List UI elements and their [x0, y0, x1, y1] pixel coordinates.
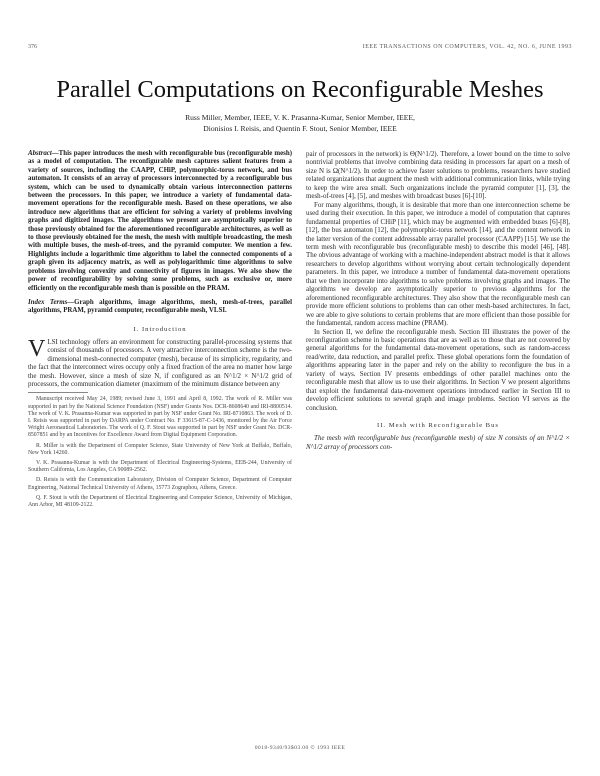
author-line-2: Dionisios I. Reisis, and Quentin F. Stout, Senior Member, IEEE	[203, 123, 397, 133]
running-header	[28, 44, 572, 54]
footnote-manuscript: Manuscript received May 24, 1989; revised June 3, 1991 and April 8, 1992. The work of R. Miller was supported in part by the National Science Foundation (NSF) under Grants Nos. DCR-8608640 and IRI-8800514. The work of V. K. Prasanna-Kumar was supported in part by NSF under Grant No. IRI-8710863. The work of D. I. Reisis was supported in part by DARPA under Contract No. F 33615-87-C-1436, monitored by the Air Force Wright Aeronautical Laboratories. The work of Q. F. Stout was supported in part by NSF under Grant No. DCR-8507851 and by an Incentives for Excellence Award from Digital Equipment Corporation.	[28, 396, 292, 439]
section-heading-introduction: I. Introduction	[133, 325, 187, 333]
running-head: IEEE TRANSACTIONS ON COMPUTERS, VOL. 42, NO. 6, JUNE 1993	[362, 44, 572, 50]
right-column-body	[306, 150, 570, 412]
footnote-rule	[28, 392, 88, 393]
paper-title: Parallel Computations on Reconfigurable Meshes	[56, 76, 544, 103]
section-heading-mesh-bus: II. Mesh with Reconfigurable Bus	[377, 422, 499, 430]
definition-text: The mesh with reconfigurable bus (reconfigurable mesh) of size N consists of an N^1/2 × N^1/2 array of processors con-	[306, 434, 570, 451]
body-paragraph: In Section II, we define the reconfigurable mesh. Section III illustrates the power of the reconfiguration scheme in basic operations that are as well as to those that are not covered by general algorithms for the fundamental data-movement operations, such as random-access read/write, data reduction, and parallel prefix. These global operations form the foundation of algorithms appearing later in the paper and rely on the ability to reconfigure the bus in a variety of ways. Section IV presents embeddings of other parallel machines onto the reconfigurable mesh that allow us to use their algorithms. In Section V we present algorithms that exploit the fundamental data-movement operations introduced earlier in Section III to develop efficient solutions to several graph and image problems. Section VI serves as the conclusion.	[306, 327, 570, 412]
footnotes	[28, 396, 292, 509]
footnote-affiliation: R. Miller is with the Department of Computer Science, State University of New York at Buffalo, Buffalo, New York 14260.	[28, 442, 292, 456]
footnote-affiliation: V. K. Prasanna-Kumar is with the Department of Electrical Engineering-Systems, EEB-244, University of Southern California, Los Angeles, CA 90089-2562.	[28, 460, 292, 474]
footnote-affiliation: D. Reisis is with the Communication Laboratory, Division of Computer Science, Department of Computer Engineering, National Technical University of Athens, 15773 Zographou, Athens, Greece.	[28, 477, 292, 491]
author-line-1: Russ Miller, Member, IEEE, V. K. Prasanna-Kumar, Senior Member, IEEE,	[185, 113, 415, 122]
body-paragraph: pair of processors in the network) is Θ(N^1/2). Therefore, a lower bound on the time to solve nontrivial problems that involve combining data residing in processors far apart on a mesh of size N is Ω(N^1/2). In order to achieve faster solutions to problems, researchers have studied related organizations that augment the mesh with additional communication links, while trying to keep the wire area small. Such organizations include the pyramid computer [1], [3], the mesh-of-trees [4], [5], and meshes with broadcast buses [6]-[10].	[306, 150, 570, 201]
body-paragraph: For many algorithms, though, it is desirable that more than one interconnection scheme be used during their execution. In this paper, we introduce a model of computation that captures fundamental properties of CHiP [11], which may be augmented with embedded buses [6]-[8], [12], the bus automaton [12], the polymorphic-torus network [14], and the content network in the latter version of the content addressable array parallel processor (CAAPP) [15]. We use the term mesh with reconfigurable bus (reconfigurable mesh) to describe this model [46], [48]. The obvious advantage of working with a machine-independent abstract model is that it allows researchers to develop algorithms without worrying about certain technologically dependent parameters. In this paper, we introduce a number of fundamental data-movement operations that we then incorporate into algorithms to solve problems involving graphs and images. The algorithms we develop are asymptotically superior to previous algorithms for the aforementioned reconfigurable architectures. They also show that the reconfigurable mesh can provide more efficient solutions to problems than can other mesh-based architectures. In fact, we are able to give solutions to certain problems that are more efficient than those possible for the fundamental, random access machine (PRAM).	[306, 200, 570, 328]
abstract-lead: Abstract	[28, 150, 52, 157]
right-column	[306, 150, 570, 451]
index-terms	[28, 299, 292, 316]
footnote-affiliation: Q. F. Stout is with the Department of Electrical Engineering and Computer Science, University of Michigan, Ann Arbor, MI 48109-2122.	[28, 494, 292, 509]
drop-cap: V	[28, 335, 46, 362]
introduction-text: LSI technology offers an environment for constructing parallel-processing systems that consist of thousands of processors. A very attractive interconnection scheme is the two-dimensional mesh-connected computer (mesh), because of its simplicity, regularity, and the fact that the interconnect wires occupy only a fixed fraction of the area no matter how large the mesh. However, since a mesh of size N, if configured as an N^1/2 × N^1/2 grid of processors, the communication diameter (maximum of the minimum distance between any	[28, 337, 292, 388]
abstract-text: —This paper introduces the mesh with reconfigurable bus (reconfigurable mesh) as a model of computation. The reconfigurable mesh captures salient features from a variety of sources, including the CAAPP, CHiP, polymorphic-torus network, and bus automaton. It consists of an array of processors interconnected by a reconfigurable bus system, which can be used to dynamically obtain various interconnection patterns between the processors. In this paper, we introduce a variety of fundamental data-movement operations for the reconfigurable mesh. Based on these operations, we also introduce new algorithms that are efficient for solving a variety of problems involving graphs and digitized images. The algorithms we present are asymptotically superior to those previously obtained for the aforementioned reconfigurable architectures, as well as to those previously obtained for the mesh, the mesh with multiple broadcasting, the mesh with multiple buses, the mesh-of-trees, and the pyramid computer. We mention a few. Highlights include a logarithmic time algorithm to label the connected components of a graph given its adjacency matrix, as well as polylogarithmic time algorithms to solve problems involving convexity and connectivity of figures in images. We also show the power of reconfigurability by solving some problems, such as exclusive or, more efficiently on the reconfigurable mesh than is possible on the PRAM.	[28, 150, 292, 292]
index-terms-lead: Index Terms	[28, 298, 68, 306]
introduction-paragraph	[28, 335, 292, 389]
author-block	[60, 113, 540, 134]
left-column	[28, 150, 292, 512]
abstract	[28, 150, 292, 293]
page-number: 376	[28, 44, 37, 50]
copyright-footer: 0018-9340/93$03.00 © 1993 IEEE	[254, 745, 346, 751]
index-terms-text: —Graph algorithms, image algorithms, mesh, mesh-of-trees, parallel algorithms, PRAM, pyramid computer, reconfigurable mesh, VLSI.	[28, 298, 293, 315]
introduction-body	[28, 335, 292, 389]
